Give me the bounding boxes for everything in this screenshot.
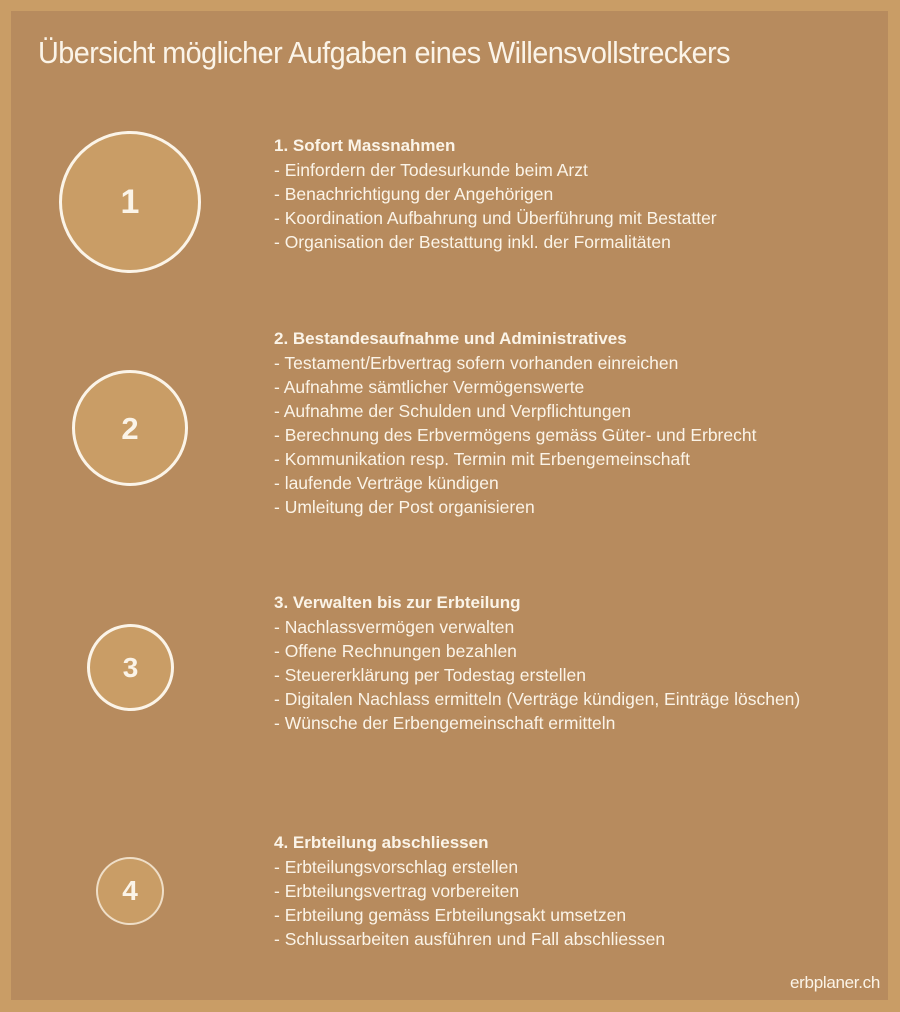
step-2-item: - Aufnahme sämtlicher Vermögenswerte [274,377,585,397]
step-2-heading: 2. Bestandesaufnahme und Administratives [274,329,627,348]
step-1-heading: 1. Sofort Massnahmen [274,136,456,155]
step-1-number: 1 [120,183,140,221]
step-3-item: - Steuererklärung per Todestag erstellen [274,665,586,685]
step-4-circle [96,857,164,925]
step-4-heading: 4. Erbteilung abschliessen [274,833,489,852]
step-2-section [274,327,756,519]
page-title: Übersicht möglicher Aufgaben eines Willensvollstreckers [38,35,730,70]
step-2-item: - Umleitung der Post organisieren [274,497,535,517]
step-4-item: - Erbteilungsvorschlag erstellen [274,857,519,877]
step-1-circle [59,131,201,273]
step-3-item: - Offene Rechnungen bezahlen [274,641,517,661]
step-4-item: - Erbteilungsvertrag vorbereiten [274,881,520,901]
step-1-item: - Koordination Aufbahrung und Überführung mit Bestatter [274,208,717,228]
site-credit: erbplaner.ch [790,973,880,992]
step-3-circle [87,624,174,711]
step-4-item: - Schlussarbeiten ausführen und Fall abschliessen [274,929,666,949]
step-2-number: 2 [121,410,139,446]
step-3-heading: 3. Verwalten bis zur Erbteilung [274,593,521,612]
step-2-item: - Aufnahme der Schulden und Verpflichtungen [274,401,632,421]
step-2-item: - laufende Verträge kündigen [274,473,499,493]
step-4-number: 4 [122,875,138,906]
step-3-item: - Nachlassvermögen verwalten [274,617,515,637]
step-2-item: - Berechnung des Erbvermögens gemäss Güter- und Erbrecht [274,425,757,445]
step-1-item: - Benachrichtigung der Angehörigen [274,184,554,204]
step-3-section [274,591,800,735]
step-1-item: - Einfordern der Todesurkunde beim Arzt [274,160,588,180]
step-3-number: 3 [122,651,139,683]
step-4-item: - Erbteilung gemäss Erbteilungsakt umsetzen [274,905,627,925]
step-2-item: - Testament/Erbvertrag sofern vorhanden einreichen [274,353,679,373]
step-3-item: - Digitalen Nachlass ermitteln (Verträge kündigen, Einträge löschen) [274,689,801,709]
step-3-item: - Wünsche der Erbengemeinschaft ermitteln [274,713,616,733]
step-2-circle [72,370,188,486]
step-2-item: - Kommunikation resp. Termin mit Erbengemeinschaft [274,449,690,469]
step-1-item: - Organisation der Bestattung inkl. der Formalitäten [274,232,671,252]
step-4-section [274,831,665,951]
step-1-section [274,134,717,254]
